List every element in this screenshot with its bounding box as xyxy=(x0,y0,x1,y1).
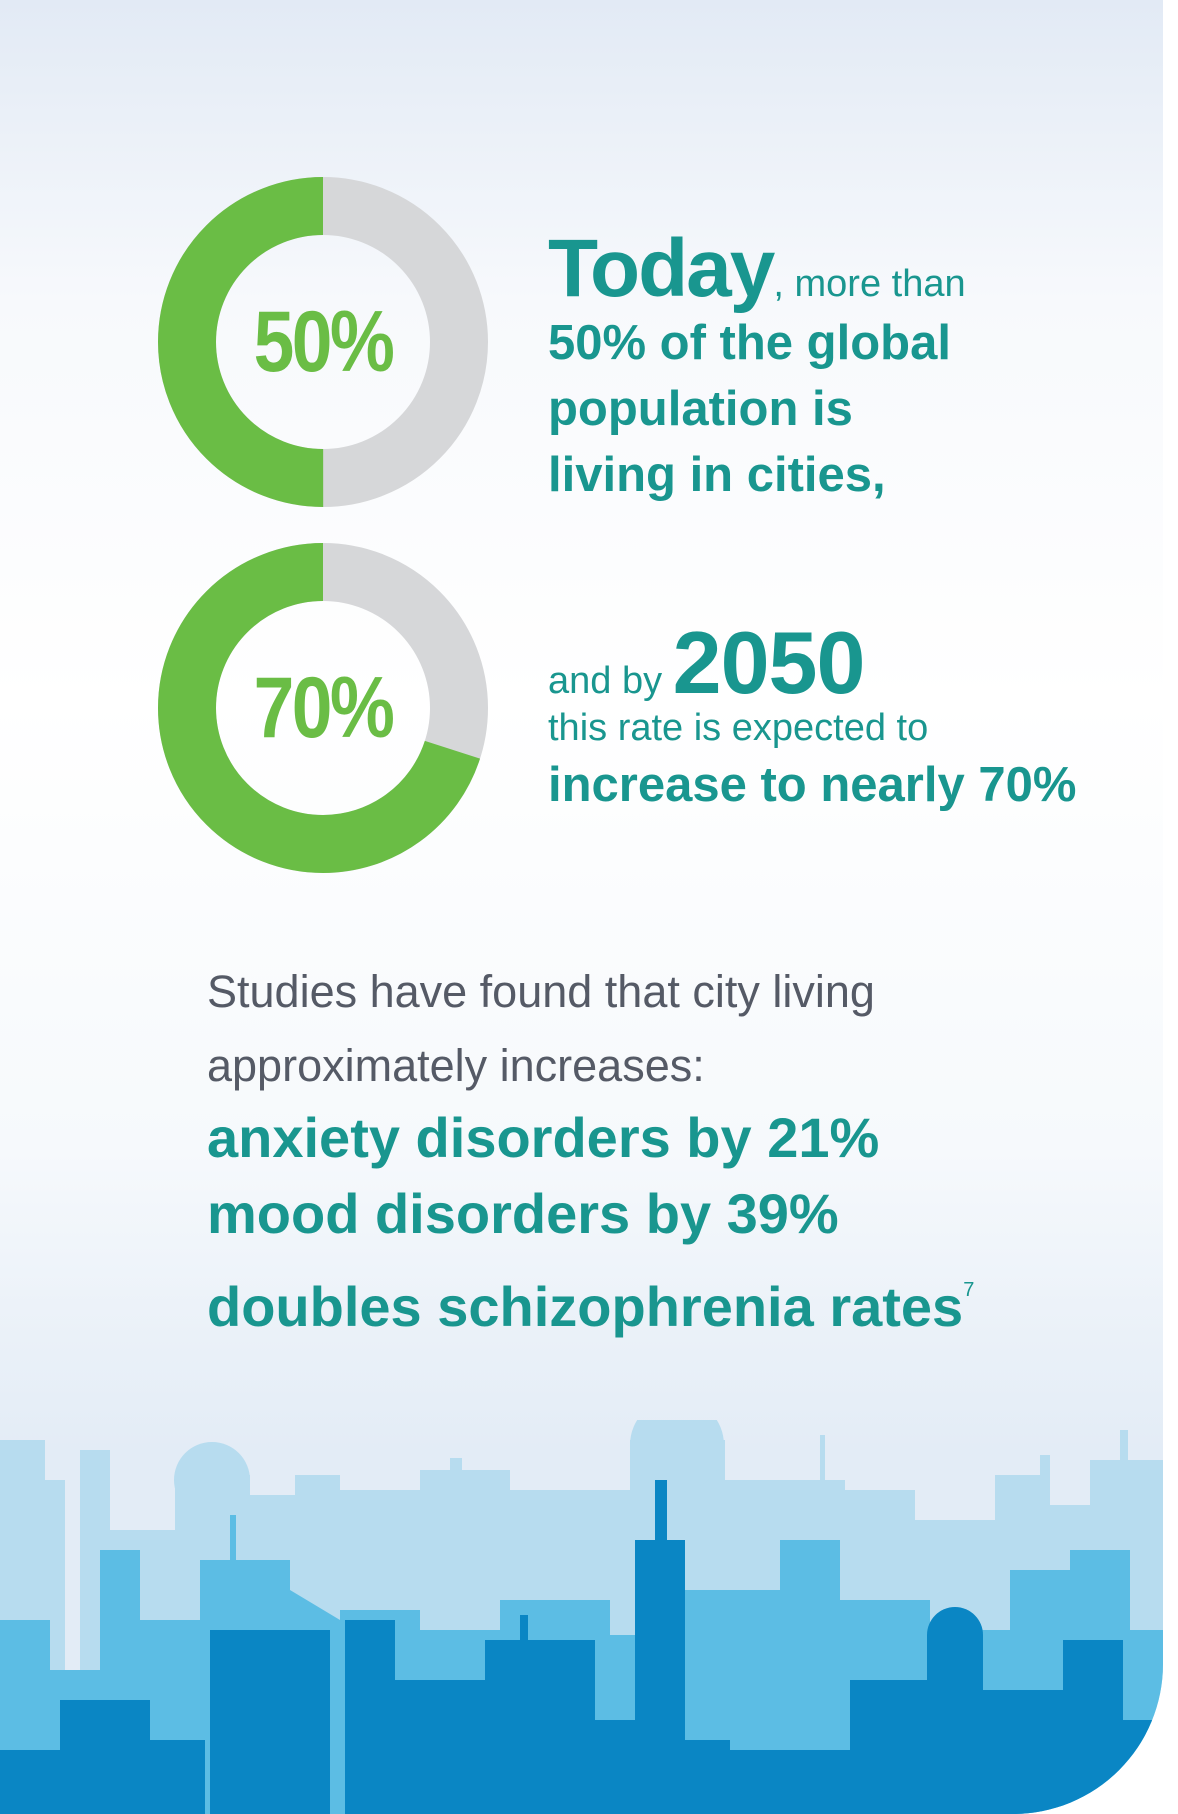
statement-2050-line xyxy=(548,612,864,714)
studies-intro-line: Studies have found that city living xyxy=(207,966,875,1017)
statement-population-block xyxy=(548,310,951,508)
today-highlight: Today xyxy=(548,223,774,314)
studies-intro xyxy=(207,955,1107,1103)
city-skyline-illustration xyxy=(0,1420,1163,1814)
footnote-marker: 7 xyxy=(963,1279,975,1301)
statement1-line: living in cities, xyxy=(548,448,886,502)
statement1-line: population is xyxy=(548,382,853,436)
today-rest: , more than xyxy=(773,263,966,305)
studies-intro-line: approximately increases: xyxy=(207,1040,705,1091)
statement2-increase-line: increase to nearly 70% xyxy=(548,758,1077,812)
donut-70-label: 70% xyxy=(253,659,393,756)
stat-anxiety: anxiety disorders by 21% xyxy=(207,1106,880,1169)
donut-50-label: 50% xyxy=(253,293,393,390)
statement-today-line xyxy=(548,222,966,316)
stat-mood: mood disorders by 39% xyxy=(207,1182,839,1245)
and-by-text: and by xyxy=(548,660,673,702)
donut-chart-70 xyxy=(158,543,488,873)
statement2-rate-line: this rate is expected to xyxy=(548,707,929,749)
stat-schizophrenia-text: doubles schizophrenia rates xyxy=(207,1275,964,1338)
stats-list xyxy=(207,1100,1147,1345)
statement1-line: 50% of the global xyxy=(548,316,951,370)
stat-schizophrenia xyxy=(207,1252,1147,1345)
donut-chart-50 xyxy=(158,177,488,507)
year-2050: 2050 xyxy=(672,613,865,712)
